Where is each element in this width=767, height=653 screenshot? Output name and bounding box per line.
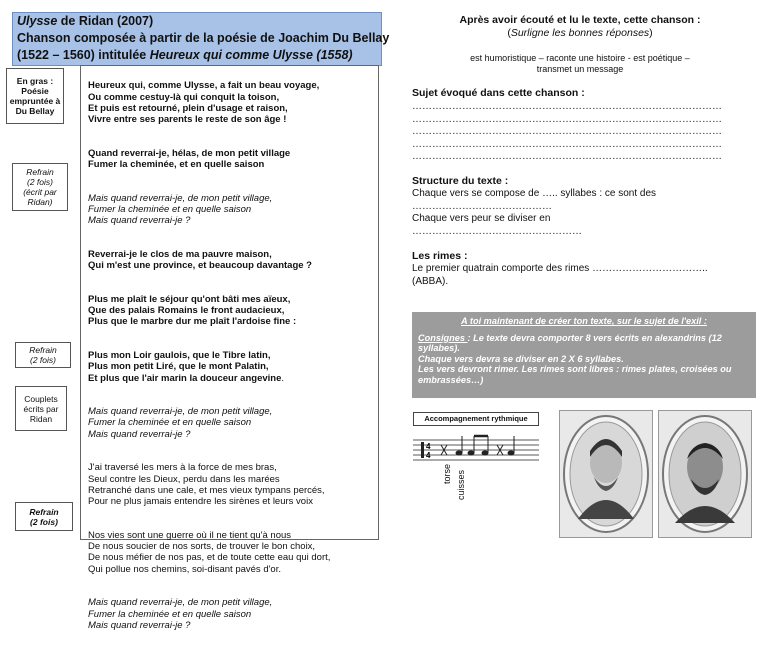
- task-line-2: Chaque vers devra se diviser en 2 X 6 syllabes.: [418, 353, 624, 364]
- stanza-5: Plus mon Loir gaulois, que le Tibre latin, Plus mon petit Liré, que le mont Palatin, Et plus que l'air marin la douceur angevine.: [88, 349, 285, 384]
- questions-heading: Après avoir écouté et lu le texte, cette chanson : (Surligne les bonnes réponses): [400, 14, 760, 40]
- rhythm-staff-icon: [413, 430, 539, 472]
- stanza-7: Nos vies sont une guerre où il ne tient qu'à nous De nous soucier de nos sorts, de trouver le bon choix, De nous méfier de nos pas, et de toute cette eau qui dort, Qui pollue nos chemins, soi-disant pavés d'or.: [88, 529, 331, 575]
- refrain-label-3: Refrain (2 fois): [15, 502, 73, 531]
- stanza-1: Heureux qui, comme Ulysse, a fait un beau voyage, Ou comme cestuy-là qui conquit la toison, Et puis est retourné, plein d'usage et raison, Vivre entre ses parents le reste de son âge !: [88, 80, 320, 126]
- subject-title: Sujet évoqué dans cette chanson :: [412, 87, 585, 99]
- title-line-3: (1522 – 1560) intitulée Heureux qui comme Ulysse (1558): [17, 48, 353, 62]
- task-line-3: Les vers devront rimer. Les rimes sont libres : rimes plates, croisées ou embrassées…): [418, 364, 732, 385]
- rimes-title: Les rimes :: [412, 250, 468, 262]
- title-line-2: Chanson composée à partir de la poésie de Joachim Du Bellay: [17, 31, 390, 45]
- portrait-du-bellay: [559, 410, 653, 538]
- svg-text:4: 4: [426, 442, 431, 451]
- bold-note-label: En gras : Poésie empruntée à Du Bellay: [6, 68, 64, 124]
- svg-text:4: 4: [426, 451, 431, 460]
- stanza-6: J'ai traversé les mers à la force de mes bras, Seul contre les Dieux, perdu dans les marées Retranché dans une cale, et mes vieux tympans percés, Pour ne plus jamais entendre les sirènes et leurs voix: [88, 462, 325, 508]
- rhythm-word-cuisses: cuisses: [456, 469, 466, 500]
- subject-answer-lines[interactable]: ………………………………………………………………………………… ………………………………………………………………………………… ………………………………………………………………………………… ………………………………………………………………………………… …………………………………………………………………………………: [412, 101, 722, 163]
- questions-subheading: (Surligne les bonnes réponses): [507, 27, 653, 39]
- couplets-label: Couplets écrits par Ridan: [15, 386, 67, 431]
- stanza-2: Quand reverrai-je, hélas, de mon petit village Fumer la cheminée, et en quelle saison: [88, 147, 291, 171]
- title-line-1: Ulysse de Ridan (2007): [17, 14, 154, 28]
- refrain-3: Mais quand reverrai-je, de mon petit village, Fumer la cheminée et en quelle saison Mais quand reverrai-je ?: [88, 597, 273, 631]
- writing-task-box: [412, 312, 756, 398]
- poem-box: [80, 65, 379, 631]
- refrain-1: Mais quand reverrai-je, de mon petit village, Fumer la cheminée et en quelle saison Mais quand reverrai-je ?: [88, 192, 273, 227]
- portrait-ridan: [658, 410, 752, 538]
- refrain-2: Mais quand reverrai-je, de mon petit village, Fumer la cheminée et en quelle saison Mais quand reverrai-je ?: [88, 406, 273, 440]
- stanza-4: Plus me plaît le séjour qu'ont bâti mes aïeux, Que des palais Romains le front audacieux, Plus que le marbre dur me plaît l'ardoise fine :: [88, 293, 297, 328]
- answer-options: est humoristique – raconte une histoire - est poétique – transmet un message: [470, 53, 690, 74]
- stanza-3: Reverrai-je le clos de ma pauvre maison, Qui m'est une province, et beaucoup davantage ?: [88, 248, 312, 272]
- structure-text: Chaque vers se compose de ….. syllabes : ce sont des …………………………………… Chaque vers peur se diviser en ……………………………………………: [412, 188, 657, 237]
- task-heading: A toi maintenant de créer ton texte, sur le sujet de l'exil :: [461, 316, 707, 326]
- refrain-label-2: Refrain (2 fois): [15, 342, 71, 368]
- rimes-text: Le premier quatrain comporte des rimes …………………………….. (ABBA).: [412, 263, 708, 287]
- refrain-label-1: Refrain (2 fois) (écrit par Ridan): [12, 163, 68, 211]
- rhythm-word-torse: torse: [442, 463, 452, 484]
- title-box: [12, 12, 390, 66]
- rhythm-label: Accompagnement rythmique: [413, 412, 539, 426]
- task-consignes: Consignes : Le texte devra comporter 8 vers écrits en alexandrins (12 syllabes).: [418, 332, 722, 354]
- structure-title: Structure du texte :: [412, 175, 509, 187]
